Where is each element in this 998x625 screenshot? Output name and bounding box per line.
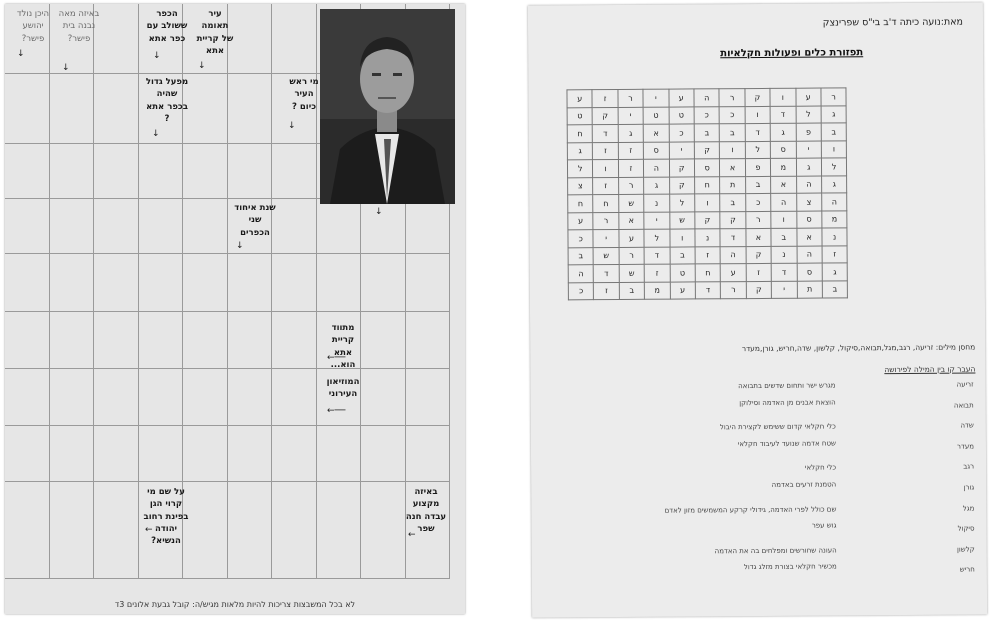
matching-row — [531, 422, 986, 439]
grid-letter: ד — [644, 247, 670, 265]
crossword-cell — [317, 254, 362, 312]
grid-letter: מ — [771, 158, 797, 176]
arrow-left-icon: ← — [408, 530, 416, 540]
word-search-page — [528, 2, 987, 617]
grid-letter: ג — [796, 158, 822, 176]
grid-letter: ה — [568, 265, 594, 283]
grid-row — [568, 228, 847, 247]
term: קלשון — [956, 545, 975, 554]
grid-letter: י — [669, 141, 695, 159]
grid-letter: ר — [618, 89, 644, 107]
grid-letter: ט — [643, 107, 669, 125]
crossword-cell — [94, 312, 139, 369]
clue-founder: מתווד קריית אתא הוא... — [330, 323, 356, 370]
grid-letter: א — [619, 212, 645, 230]
grid-letter: ד — [593, 124, 619, 142]
crossword-cell — [183, 426, 228, 482]
crossword-cell — [50, 199, 95, 254]
crossword-cell — [183, 144, 228, 199]
grid-letter: ז — [593, 142, 619, 160]
grid-letter: ש — [618, 194, 644, 212]
crossword-cell — [228, 312, 273, 369]
matching-row — [531, 504, 986, 521]
term: מגל — [962, 504, 975, 513]
definition: העונה שחורשים ומפלחים בה את האדמה — [714, 546, 837, 556]
term: תבואה — [953, 401, 974, 410]
grid-letter: מ — [644, 282, 670, 300]
grid-letter: ז — [618, 159, 644, 177]
grid-letter: ע — [567, 90, 593, 108]
crossword-cell — [50, 426, 95, 482]
grid-letter: ס — [694, 159, 720, 177]
crossword-cell — [406, 254, 451, 312]
matching-row — [531, 439, 986, 459]
crossword-cell — [183, 74, 228, 144]
crossword-cell — [317, 482, 362, 579]
arrow-down-icon: ↓ — [198, 61, 206, 71]
grid-letter: נ — [644, 194, 670, 212]
definition: הוצאת אבנים מן האדמה וסילוקן — [739, 398, 836, 407]
grid-letter: ו — [770, 88, 796, 106]
arrow-down-icon: ↓ — [62, 63, 70, 73]
crossword-cell — [228, 369, 273, 426]
clue-park: על שם מי קרוי הגן בפינת רחוב יהודה הנשיא? — [143, 487, 189, 547]
grid-letter: ע — [568, 212, 594, 230]
grid-letter: ב — [720, 194, 746, 212]
crossword-cell — [5, 482, 50, 579]
grid-letter: ר — [721, 281, 747, 299]
crossword-cell — [272, 369, 317, 426]
crossword-cell — [272, 254, 317, 312]
grid-letter: ט — [567, 107, 593, 125]
grid-letter: ר — [719, 89, 745, 107]
crossword-cell — [361, 426, 406, 482]
grid-letter: ע — [619, 229, 645, 247]
grid-letter: ש — [669, 211, 695, 229]
grid-letter: ז — [592, 89, 618, 107]
crossword-cell — [361, 369, 406, 426]
grid-letter: ק — [592, 107, 618, 125]
grid-letter: ה — [720, 246, 746, 264]
crossword-cell — [406, 199, 451, 254]
term: גורן — [963, 483, 975, 492]
definition: שם כולל לפרי האדמה, גידולי קרקע המשמשים מזון לאדם — [664, 505, 837, 515]
grid-letter: י — [796, 141, 822, 159]
grid-letter: ט — [670, 264, 696, 282]
crossword-cell — [361, 199, 406, 254]
crossword-cell — [361, 254, 406, 312]
clue-union-year: שנת איחוד שני הכפרים — [234, 203, 276, 238]
grid-letter: א — [771, 176, 797, 194]
grid-letter: ב — [771, 228, 797, 246]
clue-century: באיזה מאה נבנה בית פישר? — [58, 9, 100, 44]
arrow-down-icon: ↓ — [152, 129, 160, 139]
crossword-footer: לא בכל המשבצות צריכות להיות מלאות מגיש/ה: קובל גבעת אלונים 3ד — [114, 600, 356, 609]
crossword-cell — [183, 199, 228, 254]
grid-letter: ע — [670, 281, 696, 299]
grid-letter: ל — [669, 194, 695, 212]
grid-letter: ר — [619, 247, 645, 265]
grid-letter: ל — [796, 106, 822, 124]
crossword-cell — [272, 426, 317, 482]
arrow-down-icon: ↓ — [288, 121, 296, 131]
grid-letter: ע — [721, 264, 747, 282]
grid-letter: ה — [822, 193, 848, 211]
grid-letter: ק — [669, 176, 695, 194]
crossword-cell — [406, 369, 451, 426]
grid-letter: י — [643, 89, 669, 107]
crossword-cell — [94, 482, 139, 579]
grid-letter: ג — [770, 123, 796, 141]
author-line: מאת:נועה כיתה ד'ב בי"ס שפרינצק — [822, 16, 964, 29]
grid-letter: ק — [669, 159, 695, 177]
grid-row — [567, 105, 846, 124]
clue-twin-city: עיר תאומה של קריית אתא — [196, 9, 234, 56]
grid-letter: ד — [770, 106, 796, 124]
grid-letter: ס — [770, 141, 796, 159]
crossword-cell — [183, 254, 228, 312]
arrow-down-icon: ↓ — [236, 241, 244, 251]
crossword-cell — [228, 254, 273, 312]
grid-letter: ו — [821, 140, 847, 158]
grid-row — [567, 140, 846, 159]
grid-letter: ת — [797, 281, 823, 299]
grid-row — [567, 123, 846, 142]
grid-letter: ו — [669, 229, 695, 247]
crossword-cell — [183, 482, 228, 579]
grid-letter: א — [796, 228, 822, 246]
crossword-cell — [139, 199, 184, 254]
grid-letter: ק — [695, 211, 721, 229]
crossword-cell — [5, 426, 50, 482]
grid-letter: ר — [746, 211, 772, 229]
crossword-page — [5, 4, 465, 614]
grid-row — [568, 175, 847, 194]
grid-letter: ב — [568, 247, 594, 265]
crossword-cell — [406, 312, 451, 369]
matching-row — [531, 463, 986, 480]
term: מעדר — [957, 442, 974, 451]
matching-instruction: העבר קו בין המילה לפירושה — [884, 364, 976, 375]
grid-letter: ג — [567, 142, 593, 160]
crossword-cell — [139, 369, 184, 426]
grid-letter: ס — [797, 263, 823, 281]
crossword-cell — [183, 312, 228, 369]
grid-row — [568, 263, 847, 282]
grid-letter: ד — [594, 264, 620, 282]
grid-letter: ד — [720, 229, 746, 247]
grid-letter: כ — [694, 106, 720, 124]
word-search-grid — [566, 87, 848, 300]
crossword-cell — [228, 426, 273, 482]
grid-letter: כ — [669, 124, 695, 142]
grid-letter: ז — [644, 264, 670, 282]
grid-letter: ו — [593, 159, 619, 177]
grid-letter: ו — [745, 106, 771, 124]
grid-letter: נ — [695, 229, 721, 247]
grid-letter: ק — [745, 88, 771, 106]
grid-letter: ו — [771, 211, 797, 229]
grid-row — [568, 210, 847, 229]
clue-museum: המוזיאון העירוני — [326, 377, 360, 400]
grid-letter: ב — [745, 176, 771, 194]
grid-row — [567, 88, 846, 107]
grid-letter: ק — [694, 141, 720, 159]
grid-letter: ד — [695, 281, 721, 299]
crossword-cell — [139, 254, 184, 312]
matching-row — [532, 521, 987, 542]
crossword-cell — [5, 144, 50, 199]
grid-letter: ב — [822, 280, 848, 298]
matching-row — [531, 398, 986, 418]
grid-letter: י — [771, 281, 797, 299]
word-bank: מחסן מילים: זריעה, רגב,מגל,תבואה,סיקול, קלשון, שדה,חריש, גורן,מעדר — [741, 342, 976, 354]
grid-letter: א — [643, 124, 669, 142]
crossword-cell — [139, 426, 184, 482]
grid-letter: מ — [822, 210, 848, 228]
grid-letter: ע — [795, 88, 821, 106]
grid-letter: כ — [719, 106, 745, 124]
grid-letter: ז — [822, 245, 848, 263]
grid-letter: ו — [695, 194, 721, 212]
grid-letter: ל — [567, 160, 593, 178]
grid-letter: ג — [618, 124, 644, 142]
crossword-cell — [228, 482, 273, 579]
crossword-cell — [94, 254, 139, 312]
portrait-photo — [320, 9, 455, 204]
grid-letter: ג — [822, 263, 848, 281]
grid-letter: ב — [694, 124, 720, 142]
matching-row — [532, 562, 987, 583]
grid-letter: ז — [593, 177, 619, 195]
grid-letter: ה — [644, 159, 670, 177]
crossword-cell — [272, 144, 317, 199]
grid-letter: א — [720, 159, 746, 177]
crossword-cell — [272, 482, 317, 579]
crossword-cell — [50, 369, 95, 426]
grid-letter: ז — [695, 246, 721, 264]
grid-letter: ה — [694, 89, 720, 107]
grid-letter: ב — [720, 124, 746, 142]
grid-letter: ס — [643, 142, 669, 160]
crossword-cell — [183, 369, 228, 426]
grid-letter: ח — [695, 264, 721, 282]
crossword-cell — [317, 199, 362, 254]
crossword-cell — [94, 144, 139, 199]
crossword-cell — [5, 312, 50, 369]
definition: הטמנת זרעים באדמה — [771, 480, 837, 489]
crossword-cell — [5, 254, 50, 312]
grid-letter: ח — [568, 195, 594, 213]
crossword-cell — [5, 369, 50, 426]
grid-letter: ה — [797, 246, 823, 264]
crossword-cell — [317, 426, 362, 482]
grid-letter: ל — [821, 158, 847, 176]
grid-letter: נ — [822, 228, 848, 246]
arrow-left-icon: ←── — [327, 353, 346, 363]
grid-letter: כ — [745, 193, 771, 211]
grid-letter: פ — [745, 158, 771, 176]
grid-letter: ש — [619, 264, 645, 282]
clue-factory: מפעל גדול שהיה בכפר אתא ? — [145, 77, 189, 124]
crossword-cell — [361, 482, 406, 579]
grid-letter: ח — [695, 176, 721, 194]
grid-letter: ג — [644, 177, 670, 195]
grid-letter: ז — [594, 282, 620, 300]
grid-letter: ב — [619, 282, 645, 300]
crossword-cell — [272, 312, 317, 369]
grid-letter: ד — [745, 123, 771, 141]
crossword-cell — [139, 312, 184, 369]
crossword-cell — [50, 312, 95, 369]
crossword-cell — [50, 254, 95, 312]
clue-merged-village: הכפר ששולב עם כפר אתא — [146, 9, 188, 44]
crossword-cell — [50, 74, 95, 144]
grid-letter: כ — [568, 230, 594, 248]
matching-row — [531, 380, 986, 397]
crossword-cell — [361, 312, 406, 369]
grid-letter: ת — [720, 176, 746, 194]
arrow-down-icon: ↓ — [17, 49, 25, 59]
term: שדה — [960, 421, 974, 430]
clue-mayor: מי ראש העיר כיום ? — [289, 77, 319, 112]
grid-row — [568, 193, 847, 212]
grid-letter: ר — [618, 177, 644, 195]
grid-letter: ב — [670, 246, 696, 264]
definition: גוש עפר — [811, 521, 837, 530]
clue-birthplace: היכן נולד יהושע פישר? — [16, 9, 50, 44]
grid-letter: ה — [796, 176, 822, 194]
grid-letter: ק — [720, 211, 746, 229]
grid-letter: ש — [593, 247, 619, 265]
grid-letter: ד — [771, 263, 797, 281]
grid-letter: ר — [821, 88, 847, 106]
grid-letter: ר — [593, 212, 619, 230]
definition: מכשיר חקלאי בצורת מזלג גדול — [743, 562, 837, 572]
grid-letter: ג — [821, 105, 847, 123]
grid-letter: ט — [669, 106, 695, 124]
grid-letter: ח — [593, 194, 619, 212]
crossword-cell — [94, 199, 139, 254]
grid-letter: י — [593, 229, 619, 247]
grid-letter: ק — [746, 281, 772, 299]
grid-letter: ג — [821, 175, 847, 193]
grid-letter: ה — [771, 193, 797, 211]
grid-letter: צ — [796, 193, 822, 211]
arrow-down-icon: ↓ — [375, 207, 383, 217]
definition: שטח אדמה שנועד לעיבוד חקלאי — [737, 439, 836, 448]
grid-letter: י — [644, 212, 670, 230]
grid-row — [568, 280, 847, 299]
crossword-cell — [228, 74, 273, 144]
crossword-cell — [228, 144, 273, 199]
matching-row — [532, 545, 987, 562]
crossword-cell — [94, 426, 139, 482]
grid-letter: ל — [644, 229, 670, 247]
grid-letter: י — [618, 107, 644, 125]
clue-profession: באיזה מקצוע עבדה חנה שפר — [405, 487, 447, 534]
crossword-cell — [139, 144, 184, 199]
grid-letter: ק — [746, 246, 772, 264]
grid-letter: ס — [796, 211, 822, 229]
definition: כלי חקלאי — [804, 463, 837, 473]
grid-letter: ע — [669, 89, 695, 107]
crossword-cell — [50, 482, 95, 579]
grid-letter: א — [746, 228, 772, 246]
term: סיקול — [957, 524, 975, 533]
grid-letter: ז — [746, 263, 772, 281]
crossword-cell — [5, 74, 50, 144]
grid-letter: צ — [568, 177, 594, 195]
term: זריעה — [956, 380, 974, 389]
grid-letter: ז — [618, 142, 644, 160]
grid-letter: נ — [771, 246, 797, 264]
crossword-cell — [272, 4, 317, 74]
arrow-left-icon: ←── — [327, 406, 346, 416]
grid-letter: ל — [745, 141, 771, 159]
grid-letter: ב — [821, 123, 847, 141]
crossword-cell — [94, 74, 139, 144]
grid-letter: ח — [567, 125, 593, 143]
grid-letter: ו — [720, 141, 746, 159]
matching-row — [531, 480, 986, 500]
grid-row — [567, 158, 846, 177]
arrow-down-icon: ↓ — [153, 51, 161, 61]
term: רגב — [963, 462, 975, 471]
crossword-cell — [5, 199, 50, 254]
grid-letter: כ — [568, 282, 594, 300]
crossword-cell — [406, 426, 451, 482]
definition: כלי חקלאי קדום ששימש לקצירת היבול — [719, 422, 836, 432]
page-title: תפזורת כלים ופעולות חקלאיות — [720, 47, 864, 60]
crossword-cell — [94, 369, 139, 426]
crossword-cell — [50, 144, 95, 199]
definition: מגרש ישר ותחום שדשים בתבואה — [738, 381, 836, 391]
term: חריש — [959, 565, 975, 574]
crossword-cell — [272, 199, 317, 254]
arrow-left-icon: ← — [145, 525, 153, 535]
grid-row — [568, 245, 847, 264]
grid-letter: פ — [796, 123, 822, 141]
